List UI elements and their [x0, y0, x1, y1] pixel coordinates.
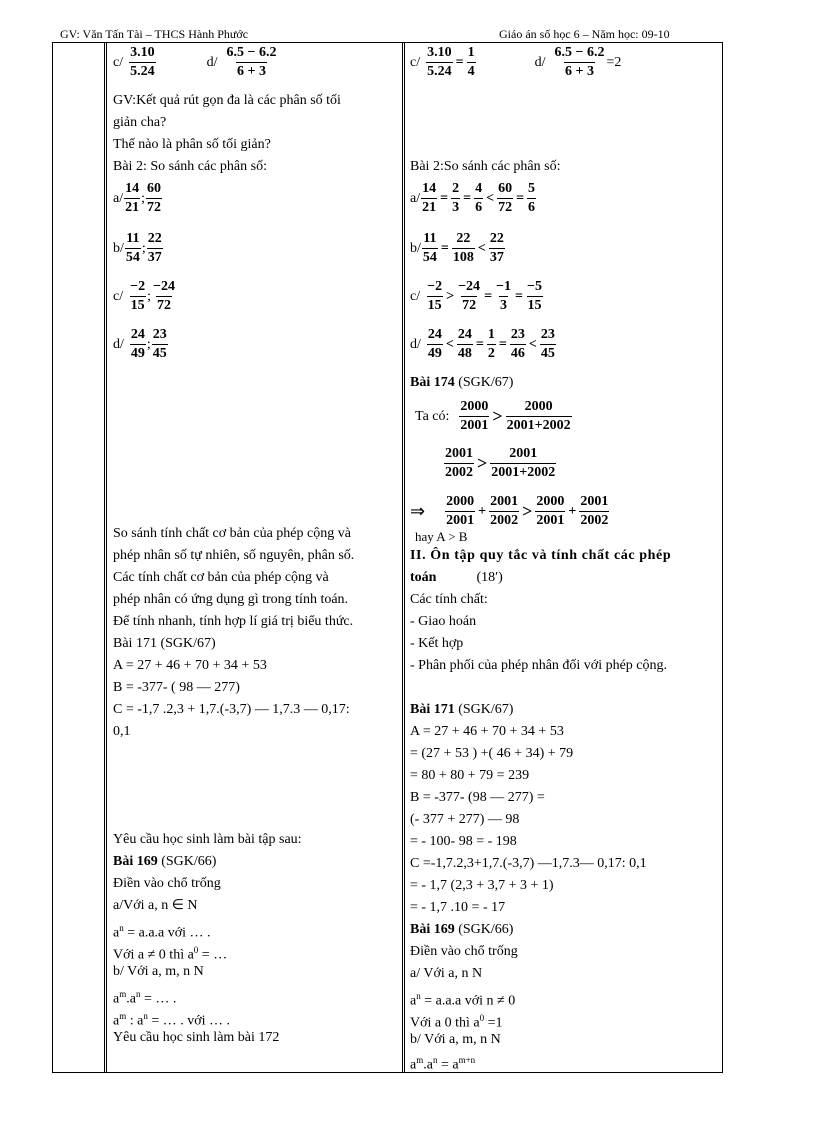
- right-an-line: $a^n = a.a.a$ với n ≠ 0: [410, 991, 516, 1009]
- right-bai174-line3: ⇒ 2000 2001 + $\frac{2001}{2002}$ > 2000 2001 + $\frac{2001}{2002}$: [410, 494, 609, 528]
- right-calc: (- 377 + 277) — 98: [410, 812, 520, 827]
- right-section-2-title-b: toán (18′): [410, 570, 503, 585]
- right-dien: Điền vào chổ trống: [410, 944, 518, 959]
- table-top-border: [52, 42, 723, 43]
- right-calc: = - 1,7 (2,3 + 3,7 + 3 + 1): [410, 878, 554, 893]
- right-bai2-title: Bài 2:So sánh các phân số:: [410, 159, 561, 174]
- right-bai2-a: a/ $\frac{14}{21}$ = $\frac{2}{3}$ = $\frac{4}{6}$ < $\frac{60}{72}$ = $\frac{5}{6}$: [410, 181, 536, 215]
- right-bai174-title: Bài 174 (SGK/67): [410, 375, 514, 390]
- right-b-line: b/ Với a, m, n N: [410, 1032, 501, 1047]
- right-voi-line: Với a 0 thì $a^0 =1$: [410, 1013, 503, 1031]
- left-line: Bài 171 (SGK/67): [113, 636, 216, 651]
- left-line: phép nhân số tự nhiên, số nguyên, phân số.: [113, 548, 355, 563]
- right-prop: - Giao hoán: [410, 614, 477, 629]
- right-bai174-line2: 2001 2002 > 2001 2001+2002: [445, 446, 556, 480]
- left-bai2-d: d/ 24 49 ; 23 45: [113, 327, 167, 361]
- right-prop: Các tính chất:: [410, 592, 488, 607]
- table-right-border: [722, 42, 723, 1073]
- right-bai169-title: Bài 169 (SGK/66): [410, 922, 514, 937]
- left-a-line: a/Với a, n ∈ N: [113, 898, 198, 913]
- left-line: Để tính nhanh, tính hợp lí giá trị biểu thức.: [113, 614, 354, 629]
- left-bai2-b: b/ 11 54 ; 22 37: [113, 231, 162, 265]
- right-bai2-d: d/ 24 49 < $\frac{24}{48}$ = $\frac{1}{2}$ = $\frac{23}{46}$ < 23 45: [410, 327, 555, 361]
- table-bottom-border: [52, 1072, 723, 1073]
- left-b-line: b/ Với a, m, n N: [113, 964, 204, 979]
- right-calc: = (27 + 53 ) +( 46 + 34) + 79: [410, 746, 574, 761]
- right-am-line: $a^m.a^n = a^{m+n}$: [410, 1055, 476, 1073]
- right-calc: B = -377- (98 — 277) =: [410, 790, 545, 805]
- table-col-divider-1b: [106, 42, 107, 1073]
- left-gv-question-2: giản cha?: [113, 115, 167, 130]
- left-line: Các tính chất cơ bản của phép cộng và: [113, 570, 329, 585]
- left-bai2-title: Bài 2: So sánh các phân số:: [113, 159, 267, 174]
- right-bai2-c: c/ −2 15 > $\frac{-24}{72}$ = $\frac{-1}{3}$ = $\frac{-5}{15}$: [410, 279, 542, 313]
- right-calc: = - 1,7 .10 = - 17: [410, 900, 506, 915]
- left-request-2: Yêu cầu học sinh làm bài 172: [113, 1030, 280, 1045]
- header-right: Giáo án số học 6 – Năm học: 09-10: [499, 27, 670, 41]
- right-calc: A = 27 + 46 + 70 + 34 + 53: [410, 724, 564, 739]
- left-bai169-title: Bài 169 (SGK/66): [113, 854, 217, 869]
- right-prop: - Phân phối của phép nhân đối với phép cộng.: [410, 658, 668, 673]
- right-a-line: a/ Với a, n N: [410, 966, 483, 981]
- left-line: A = 27 + 46 + 70 + 34 + 53: [113, 658, 267, 673]
- right-calc: = 80 + 80 + 79 = 239: [410, 768, 530, 783]
- table-left-border: [52, 42, 53, 1073]
- left-line: phép nhân có ứng dụng gì trong tính toán.: [113, 592, 349, 607]
- right-bai2-b: b/ $\frac{11}{54}$ = $\frac{22}{108}$ < 22 37: [410, 231, 504, 265]
- right-bai171-title: Bài 171 (SGK/67): [410, 702, 514, 717]
- left-line: C = -1,7 .2,3 + 1,7.(-3,7) — 1,7.3 — 0,17:: [113, 702, 350, 717]
- left-an-line: $a^n = a.a.a$ với … .: [113, 923, 211, 941]
- left-dien: Điền vào chổ trống: [113, 876, 221, 891]
- table-col-divider-1: [104, 42, 105, 1073]
- left-line: So sánh tính chất cơ bản của phép cộng và: [113, 526, 351, 541]
- left-am-line: $a^m.a^n$ = … .: [113, 989, 177, 1007]
- right-prop: - Kết hợp: [410, 636, 464, 651]
- right-section-2-title: II. Ôn tập quy tắc và tính chất các phép: [410, 548, 672, 563]
- left-bai2-c: c/ −2 15 ; −24 72: [113, 279, 175, 313]
- right-q1-answer: c/ $\frac{3.10}{5.24}$ = $\frac{1}{4}$ d/ $\frac{6.5 - 6.2}{6 + 3}$ =2: [410, 45, 622, 79]
- left-line: 0,1: [113, 724, 131, 739]
- right-calc: = - 100- 98 = - 198: [410, 834, 517, 849]
- left-am2-line: $a^m$ : $a^n$ = … . với … .: [113, 1011, 231, 1029]
- left-voi-line: Với a ≠ 0 thì $a^0$ = …: [113, 945, 228, 963]
- table-col-divider-2b: [404, 42, 405, 1073]
- table-col-divider-2: [402, 42, 403, 1073]
- left-gv-question-3: Thế nào là phân số tối giản?: [113, 137, 271, 152]
- left-line: B = -377- ( 98 — 277): [113, 680, 240, 695]
- left-request-1: Yêu cầu học sinh làm bài tập sau:: [113, 832, 302, 847]
- left-q1-c: c/ 3.10 5.24 d/ 6.5 − 6.2 6 + 3: [113, 45, 277, 79]
- right-bai174-line1: Ta có: 2000 2001 > 2000 2001+2002: [415, 399, 571, 433]
- left-bai2-a: a/ 14 21 ; 60 72: [113, 181, 161, 215]
- right-calc: C =-1,7.2,3+1,7.(-3,7) —1,7.3— 0,17: 0,1: [410, 856, 647, 871]
- left-gv-question-1: GV:Kết quả rút gọn đa là các phân số tối: [113, 93, 341, 108]
- header-left: GV: Văn Tấn Tài – THCS Hành Phước: [60, 27, 249, 41]
- right-hay: hay A > B: [415, 529, 468, 544]
